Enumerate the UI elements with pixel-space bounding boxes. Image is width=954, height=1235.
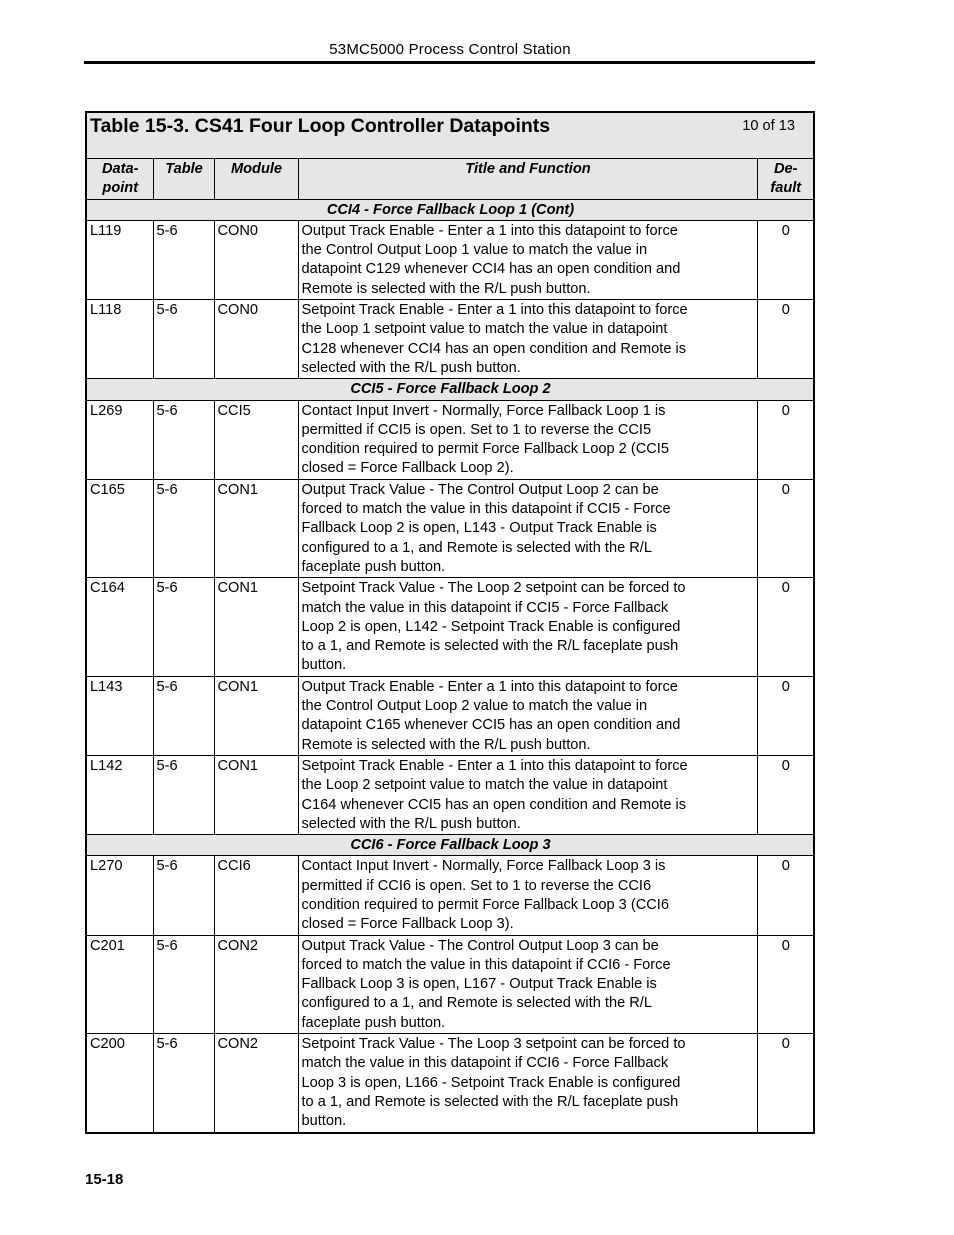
description-line: Remote is selected with the R/L push button. bbox=[301, 280, 591, 297]
cell-datapoint: L143 bbox=[86, 676, 153, 755]
description-line: Loop 3 is open, L166 - Setpoint Track Enable is configured bbox=[301, 1074, 681, 1091]
column-header-title-function: Title and Function bbox=[298, 159, 757, 200]
section-heading-row bbox=[86, 199, 814, 220]
description-line: condition required to permit Force Fallback Loop 3 (CCI6 bbox=[301, 896, 669, 913]
cell-module: CON2 bbox=[214, 1034, 298, 1133]
description-line: configured to a 1, and Remote is selected with the R/L bbox=[301, 995, 652, 1012]
cell-default: 0 bbox=[757, 400, 814, 479]
cell-table: 5-6 bbox=[153, 676, 214, 755]
description-line: datapoint C165 whenever CCI5 has an open condition and bbox=[301, 717, 681, 734]
table-title-row bbox=[86, 112, 814, 159]
cell-table: 5-6 bbox=[153, 578, 214, 676]
description-line: permitted if CCI5 is open. Set to 1 to reverse the CCI5 bbox=[301, 421, 652, 438]
cell-default: 0 bbox=[757, 676, 814, 755]
cell-datapoint: L270 bbox=[86, 856, 153, 935]
description-line: match the value in this datapoint if CCI6 - Force Fallback bbox=[301, 1055, 669, 1072]
description-line: Loop 2 is open, L142 - Setpoint Track Enable is configured bbox=[301, 618, 681, 635]
description-line: permitted if CCI6 is open. Set to 1 to reverse the CCI6 bbox=[301, 877, 652, 894]
description-line: Output Track Enable - Enter a 1 into this datapoint to force bbox=[301, 678, 678, 695]
cell-module: CON0 bbox=[214, 300, 298, 379]
cell-table: 5-6 bbox=[153, 856, 214, 935]
description-line: faceplate push button. bbox=[301, 558, 446, 575]
description-line: Fallback Loop 2 is open, L143 - Output Track Enable is bbox=[301, 520, 657, 537]
cell-module: CON1 bbox=[214, 578, 298, 676]
cell-title-function bbox=[298, 578, 757, 676]
cell-title-function bbox=[298, 400, 757, 479]
column-header-datapoint-line2: point bbox=[102, 180, 139, 197]
description-line: Setpoint Track Enable - Enter a 1 into this datapoint to force bbox=[301, 302, 688, 319]
cell-default: 0 bbox=[757, 578, 814, 676]
cell-module: CON0 bbox=[214, 220, 298, 299]
cell-title-function bbox=[298, 1034, 757, 1133]
description-line: to a 1, and Remote is selected with the R/L faceplate push bbox=[301, 638, 679, 655]
description-line: datapoint C129 whenever CCI4 has an open condition and bbox=[301, 261, 681, 278]
description-line: Remote is selected with the R/L push button. bbox=[301, 736, 591, 753]
table-row bbox=[86, 479, 814, 577]
table-row bbox=[86, 300, 814, 379]
section-heading: CCI5 - Force Fallback Loop 2 bbox=[86, 379, 814, 400]
description-line: selected with the R/L push button. bbox=[301, 815, 521, 832]
description-line: C128 whenever CCI4 has an open condition and Remote is bbox=[301, 340, 687, 357]
cell-title-function bbox=[298, 300, 757, 379]
cell-table: 5-6 bbox=[153, 400, 214, 479]
cell-datapoint: L269 bbox=[86, 400, 153, 479]
cell-datapoint: C200 bbox=[86, 1034, 153, 1133]
cell-datapoint: C201 bbox=[86, 935, 153, 1033]
column-header-row bbox=[86, 159, 814, 200]
section-heading-row bbox=[86, 835, 814, 856]
description-line: selected with the R/L push button. bbox=[301, 359, 521, 376]
description-line: Fallback Loop 3 is open, L167 - Output Track Enable is bbox=[301, 976, 657, 993]
table-row bbox=[86, 1034, 814, 1133]
cell-datapoint: C164 bbox=[86, 578, 153, 676]
description-line: closed = Force Fallback Loop 2). bbox=[301, 460, 514, 477]
header-rule bbox=[84, 61, 815, 64]
description-line: closed = Force Fallback Loop 3). bbox=[301, 916, 514, 933]
description-line: faceplate push button. bbox=[301, 1014, 446, 1031]
description-line: Setpoint Track Value - The Loop 3 setpoint can be forced to bbox=[301, 1036, 686, 1053]
cell-title-function bbox=[298, 479, 757, 577]
cell-title-function bbox=[298, 856, 757, 935]
cell-default: 0 bbox=[757, 300, 814, 379]
cell-module: CON1 bbox=[214, 479, 298, 577]
description-line: configured to a 1, and Remote is selected with the R/L bbox=[301, 539, 652, 556]
table-title: Table 15-3. CS41 Four Loop Controller Datapoints bbox=[90, 115, 551, 137]
datapoints-table-body bbox=[86, 112, 814, 1133]
description-line: Setpoint Track Enable - Enter a 1 into this datapoint to force bbox=[301, 757, 688, 774]
description-line: condition required to permit Force Fallback Loop 2 (CCI5 bbox=[301, 441, 669, 458]
cell-default: 0 bbox=[757, 935, 814, 1033]
description-line: button. bbox=[301, 1113, 347, 1130]
datapoints-table bbox=[85, 111, 815, 1134]
table-row bbox=[86, 578, 814, 676]
column-header-default bbox=[757, 159, 814, 200]
description-line: the Loop 1 setpoint value to match the value in datapoint bbox=[301, 321, 668, 338]
datapoints-table-container bbox=[85, 111, 815, 1134]
cell-table: 5-6 bbox=[153, 1034, 214, 1133]
cell-table: 5-6 bbox=[153, 755, 214, 834]
section-heading: CCI4 - Force Fallback Loop 1 (Cont) bbox=[86, 199, 814, 220]
column-header-table: Table bbox=[153, 159, 214, 200]
table-row bbox=[86, 935, 814, 1033]
cell-datapoint: L142 bbox=[86, 755, 153, 834]
section-heading-row bbox=[86, 379, 814, 400]
description-line: the Control Output Loop 2 value to match the value in bbox=[301, 698, 648, 715]
cell-table: 5-6 bbox=[153, 220, 214, 299]
column-header-module: Module bbox=[214, 159, 298, 200]
cell-module: CON1 bbox=[214, 676, 298, 755]
cell-default: 0 bbox=[757, 755, 814, 834]
column-header-datapoint-line1: Data- bbox=[102, 161, 139, 177]
cell-table: 5-6 bbox=[153, 935, 214, 1033]
cell-title-function bbox=[298, 676, 757, 755]
cell-module: CCI5 bbox=[214, 400, 298, 479]
table-row bbox=[86, 856, 814, 935]
description-line: Contact Input Invert - Normally, Force Fallback Loop 3 is bbox=[301, 858, 666, 875]
description-line: Output Track Value - The Control Output Loop 2 can be bbox=[301, 481, 659, 498]
cell-title-function bbox=[298, 755, 757, 834]
section-heading: CCI6 - Force Fallback Loop 3 bbox=[86, 835, 814, 856]
page-number: 15-18 bbox=[85, 1171, 124, 1188]
table-page-of: 10 of 13 bbox=[742, 118, 795, 134]
cell-default: 0 bbox=[757, 479, 814, 577]
description-line: C164 whenever CCI5 has an open condition and Remote is bbox=[301, 796, 687, 813]
description-line: forced to match the value in this datapoint if CCI6 - Force bbox=[301, 956, 671, 973]
description-line: match the value in this datapoint if CCI5 - Force Fallback bbox=[301, 599, 669, 616]
cell-module: CON1 bbox=[214, 755, 298, 834]
cell-default: 0 bbox=[757, 1034, 814, 1133]
cell-title-function bbox=[298, 935, 757, 1033]
description-line: Output Track Enable - Enter a 1 into this datapoint to force bbox=[301, 222, 678, 239]
cell-module: CCI6 bbox=[214, 856, 298, 935]
cell-table: 5-6 bbox=[153, 300, 214, 379]
cell-title-function bbox=[298, 220, 757, 299]
column-header-datapoint bbox=[86, 159, 153, 200]
table-row bbox=[86, 676, 814, 755]
table-row bbox=[86, 755, 814, 834]
cell-default: 0 bbox=[757, 856, 814, 935]
description-line: Setpoint Track Value - The Loop 2 setpoint can be forced to bbox=[301, 580, 686, 597]
running-header: 53MC5000 Process Control Station bbox=[329, 41, 571, 58]
description-line: button. bbox=[301, 657, 347, 674]
description-line: the Control Output Loop 1 value to match the value in bbox=[301, 242, 648, 259]
cell-module: CON2 bbox=[214, 935, 298, 1033]
description-line: to a 1, and Remote is selected with the R/L faceplate push bbox=[301, 1093, 679, 1110]
table-row bbox=[86, 400, 814, 479]
cell-datapoint: L118 bbox=[86, 300, 153, 379]
table-row bbox=[86, 220, 814, 299]
cell-datapoint: L119 bbox=[86, 220, 153, 299]
cell-table: 5-6 bbox=[153, 479, 214, 577]
description-line: forced to match the value in this datapoint if CCI5 - Force bbox=[301, 501, 671, 518]
cell-default: 0 bbox=[757, 220, 814, 299]
description-line: Output Track Value - The Control Output Loop 3 can be bbox=[301, 937, 659, 954]
cell-datapoint: C165 bbox=[86, 479, 153, 577]
column-header-default-line2: fault bbox=[770, 180, 802, 197]
column-header-default-line1: De- bbox=[773, 161, 798, 177]
description-line: Contact Input Invert - Normally, Force Fallback Loop 1 is bbox=[301, 402, 666, 419]
description-line: the Loop 2 setpoint value to match the value in datapoint bbox=[301, 777, 668, 794]
table-title-cell bbox=[86, 112, 814, 159]
